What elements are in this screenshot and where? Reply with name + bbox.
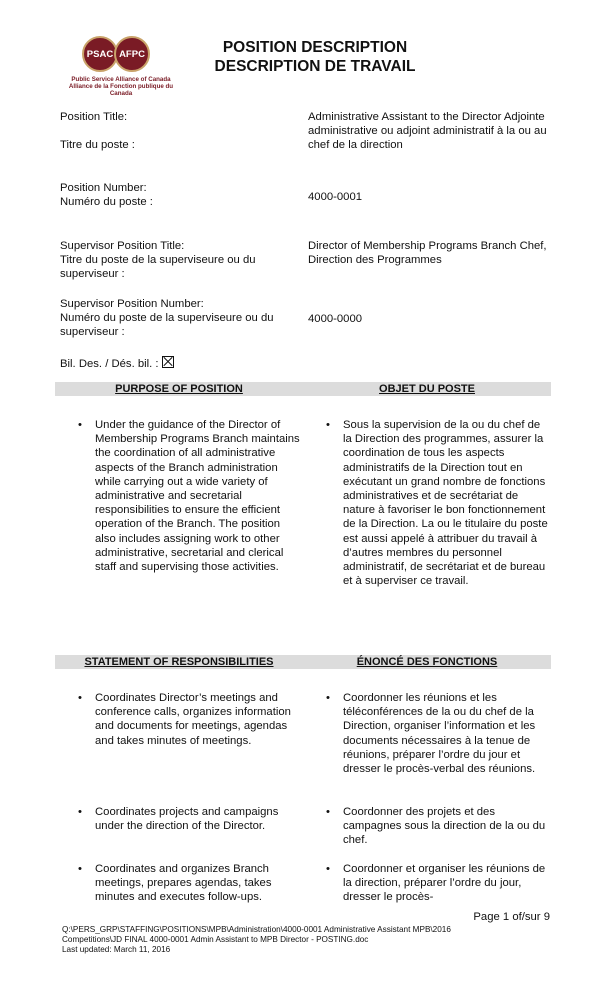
- footer-last-updated: Last updated: March 11, 2016: [62, 945, 171, 954]
- purpose-heading-band: [55, 382, 551, 396]
- title-fr: DESCRIPTION DE TRAVAIL: [214, 58, 416, 75]
- responsibility-en-2: • Coordinates projects and campaigns under the direction of the Director.: [95, 805, 300, 833]
- logo-caption-fr: Alliance de la Fonction publique du Canada: [68, 83, 174, 97]
- logo-caption-en: Public Service Alliance of Canada: [71, 76, 171, 83]
- position-number-label-fr: Numéro du poste :: [60, 196, 153, 208]
- page-number: Page 1 of/sur 9: [473, 911, 550, 923]
- bilingual-designation-label: Bil. Des. / Dés. bil. :: [60, 358, 159, 370]
- position-number-label-en: Position Number:: [60, 182, 147, 194]
- responsibilities-heading-fr: ÉNONCÉ DES FONCTIONS: [356, 656, 498, 668]
- responsibilities-heading-band: [55, 655, 551, 669]
- responsibility-fr-3: • Coordonner et organiser les réunions de la direction, préparer l’ordre du jour, dresser le procès-: [343, 862, 548, 905]
- document-title: [185, 38, 445, 76]
- bilingual-designation: [60, 356, 174, 371]
- footer-path-2: Competitions\JD FINAL 4000-0001 Admin Assistant to MPB Director - POSTING.doc: [62, 935, 369, 944]
- responsibilities-heading-en: STATEMENT OF RESPONSIBILITIES: [84, 656, 274, 668]
- supervisor-number-value: 4000-0000: [308, 313, 363, 325]
- supervisor-number-label-fr: Numéro du poste de la superviseure ou du superviseur :: [60, 312, 274, 339]
- responsibility-fr-2: • Coordonner des projets et des campagnes sous la direction de la ou du chef.: [343, 805, 548, 848]
- psac-logo-circle: PSAC: [82, 36, 118, 72]
- supervisor-title-label-fr: Titre du poste de la superviseure ou du superviseur :: [60, 254, 256, 281]
- purpose-heading-en: PURPOSE OF POSITION: [115, 383, 243, 395]
- purpose-text-en: • Under the guidance of the Director of Membership Programs Branch maintains the coordination of all administrative aspects of the Branch administration while carrying out a wide variety of administrative and secretarial responsibilities to ensure the efficient operation of the Branch. The position also includes assigning work to other administrative, secretarial and clerical staff and supervising those activities.: [95, 418, 300, 574]
- purpose-heading-fr: OBJET DU POSTE: [379, 383, 475, 395]
- afpc-logo-circle: AFPC: [114, 36, 150, 72]
- title-en: POSITION DESCRIPTION: [222, 39, 408, 56]
- position-title-value: Administrative Assistant to the Director Adjointe administrative ou adjoint administratif à la ou au chef de la direction: [308, 111, 547, 152]
- psac-logo: [62, 32, 180, 96]
- position-number-value: 4000-0001: [308, 191, 363, 203]
- supervisor-number-label-en: Supervisor Position Number:: [60, 298, 204, 310]
- position-title-label-en: Position Title:: [60, 111, 128, 123]
- bilingual-checkbox-icon[interactable]: [162, 356, 174, 368]
- supervisor-title-label-en: Supervisor Position Title:: [60, 240, 185, 252]
- purpose-text-fr: • Sous la supervision de la ou du chef de la Direction des programmes, assurer la coordination de tous les aspects administratifs de la Direction tout en exécutant un grand nombre de fonctions administratives et de secrétariat de nature à favoriser le bon fonctionnement de la Direction. La ou le titulaire du poste est aussi appelé à attribuer du travail à d’autres membres du personnel administratif, de secrétariat et de bureau et à superviser ce travail.: [343, 418, 548, 588]
- responsibility-en-1: • Coordinates Director’s meetings and conference calls, organizes information and documents for meetings, agendas and takes minutes of meetings.: [95, 691, 300, 748]
- responsibility-fr-1: • Coordonner les réunions et les téléconférences de la ou du chef de la Direction, organiser l’information et les documents nécessaires à la tenue de réunions, préparer l’ordre du jour et dresser le procès-verbal des réunions.: [343, 691, 548, 776]
- responsibility-en-3: • Coordinates and organizes Branch meetings, prepares agendas, takes minutes and executes follow-ups.: [95, 862, 300, 905]
- position-title-label-fr: Titre du poste :: [60, 139, 135, 151]
- footer-path-1: Q:\PERS_GRP\STAFFING\POSITIONS\MPB\Administration\4000-0001 Administrative Assistant MPB\2016: [62, 925, 451, 934]
- supervisor-title-value: Director of Membership Programs Branch Chef, Direction des Programmes: [308, 240, 547, 267]
